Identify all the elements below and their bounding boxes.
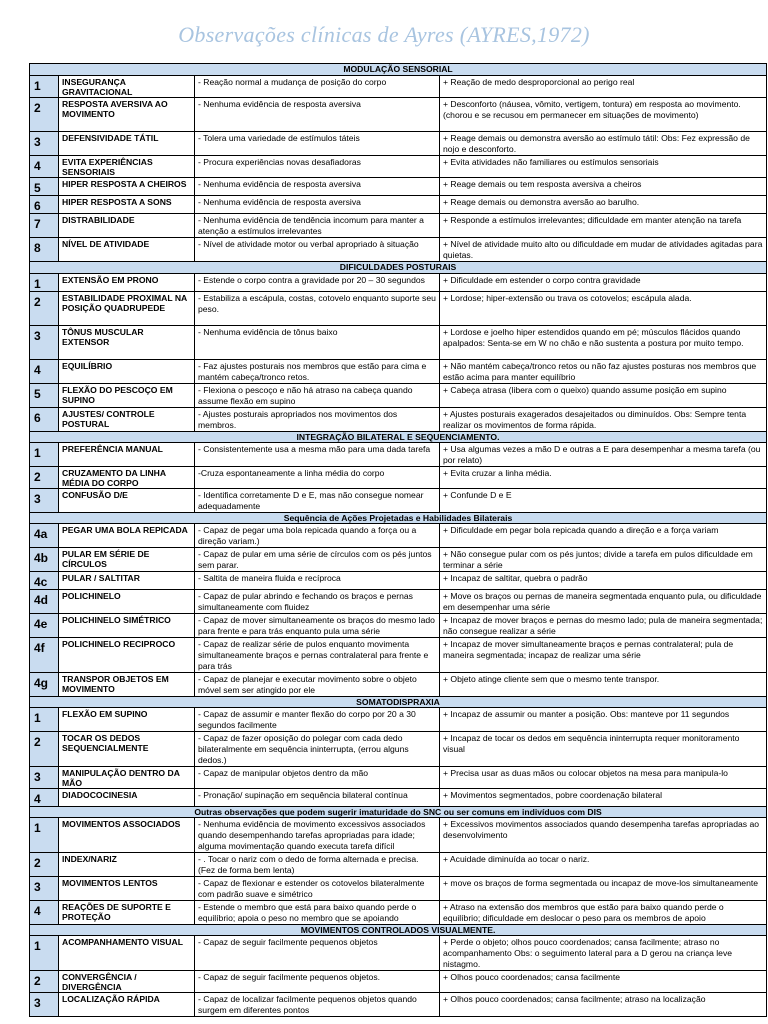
normal-response: - Procura experiências novas desafiadoras: [195, 156, 440, 178]
section-heading: Sequência de Ações Projetadas e Habilidades Bilaterais: [30, 513, 767, 524]
atypical-response: + Responde a estímulos irrelevantes; dificuldade em manter atenção na tarefa: [440, 214, 767, 238]
normal-response: - Nenhuma evidência de tônus baixo: [195, 326, 440, 360]
atypical-response: + Cabeça atrasa (libera com o queixo) quando assume posição em supino: [440, 384, 767, 408]
observation-name: EVITA EXPERIÊNCIAS SENSORIAIS: [59, 156, 195, 178]
observation-name: NÍVEL DE ATIVIDADE: [59, 238, 195, 262]
item-number: 3: [30, 767, 59, 789]
normal-response: - Tolera uma variedade de estímulos táteis: [195, 132, 440, 156]
table-row: [30, 877, 767, 901]
table-row: [30, 901, 767, 925]
observation-name: MANIPULAÇÃO DENTRO DA MÃO: [59, 767, 195, 789]
table-row: [30, 789, 767, 807]
item-number: 2: [30, 292, 59, 326]
normal-response: - Capaz de flexionar e estender os cotovelos bilateralmente com padrão suave e simétrico: [195, 877, 440, 901]
table-row: [30, 590, 767, 614]
atypical-response: + Objeto atinge cliente sem que o mesmo tente transpor.: [440, 673, 767, 697]
normal-response: - Capaz de fazer oposição do polegar com cada dedo bilateralmente em sequência ininterrupta, (errou alguns dedos.): [195, 732, 440, 767]
atypical-response: + Evita atividades não familiares ou estímulos sensoriais: [440, 156, 767, 178]
normal-response: - Pronação/ supinação em sequência bilateral contínua: [195, 789, 440, 807]
section-header-row: [30, 432, 767, 443]
table-row: [30, 673, 767, 697]
section-heading: MOVIMENTOS CONTROLADOS VISUALMENTE.: [30, 925, 767, 936]
table-row: [30, 489, 767, 513]
normal-response: - Capaz de assumir e manter flexão do corpo por 20 a 30 segundos facilmente: [195, 708, 440, 732]
table-row: [30, 196, 767, 214]
table-row: [30, 638, 767, 673]
table-row: [30, 214, 767, 238]
table-row: [30, 548, 767, 572]
normal-response: - Ajustes posturais apropriados nos movimentos dos membros.: [195, 408, 440, 432]
observation-name: REAÇÕES DE SUPORTE E PROTEÇÃO: [59, 901, 195, 925]
normal-response: - Capaz de localizar facilmente pequenos objetos quando surgem em diferentes pontos: [195, 993, 440, 1017]
observation-name: CRUZAMENTO DA LINHA MÉDIA DO CORPO: [59, 467, 195, 489]
atypical-response: + Olhos pouco coordenados; cansa facilmente: [440, 971, 767, 993]
section-header-row: [30, 262, 767, 274]
atypical-response: + Incapaz de saltitar, quebra o padrão: [440, 572, 767, 590]
observation-name: INDEX/NARIZ: [59, 853, 195, 877]
normal-response: - Nenhuma evidência de resposta aversiva: [195, 98, 440, 132]
atypical-response: + Lordose; hiper-extensão ou trava os cotovelos; escápula alada.: [440, 292, 767, 326]
atypical-response: + Reage demais ou tem resposta aversiva a cheiros: [440, 178, 767, 196]
normal-response: - Reação normal a mudança de posição do corpo: [195, 76, 440, 98]
normal-response: - Consistentemente usa a mesma mão para uma dada tarefa: [195, 443, 440, 467]
normal-response: - Estabiliza a escápula, costas, cotovelo enquanto suporte seu peso.: [195, 292, 440, 326]
atypical-response: + Não consegue pular com os pés juntos; divide a tarefa em pulos dificuldade em terminar a série: [440, 548, 767, 572]
table-row: [30, 732, 767, 767]
normal-response: - Capaz de seguir facilmente pequenos objetos.: [195, 971, 440, 993]
item-number: 3: [30, 326, 59, 360]
section-heading: SOMATODISPRAXIA: [30, 697, 767, 708]
table-row: [30, 156, 767, 178]
table-row: [30, 993, 767, 1017]
normal-response: - Nenhuma evidência de tendência incomum para manter a atenção a estímulos irrelevantes: [195, 214, 440, 238]
observation-name: POLICHINELO SIMÉTRICO: [59, 614, 195, 638]
item-number: 5: [30, 384, 59, 408]
table-row: [30, 971, 767, 993]
normal-response: - Nenhuma evidência de resposta aversiva: [195, 178, 440, 196]
normal-response: - Identifica corretamente D e E, mas não consegue nomear adequadamente: [195, 489, 440, 513]
observation-name: HIPER RESPOSTA A SONS: [59, 196, 195, 214]
item-number: 4g: [30, 673, 59, 697]
section-heading: INTEGRAÇÃO BILATERAL E SEQUENCIAMENTO.: [30, 432, 767, 443]
table-row: [30, 178, 767, 196]
item-number: 6: [30, 196, 59, 214]
normal-response: - Capaz de pular abrindo e fechando os braços e pernas simultaneamente com fluidez: [195, 590, 440, 614]
section-header-row: [30, 64, 767, 76]
table-row: [30, 132, 767, 156]
table-row: [30, 326, 767, 360]
section-heading: MODULAÇÃO SENSORIAL: [30, 64, 767, 76]
normal-response: - Capaz de planejar e executar movimento sobre o objeto móvel sem ser atingido por ele: [195, 673, 440, 697]
normal-response: - Estende o corpo contra a gravidade por 20 – 30 segundos: [195, 274, 440, 292]
normal-response: - Nenhuma evidência de movimento excessivos associados quando desempenhando tarefas apropriadas para idade; alguma movimentação quando executa tarefa difícil: [195, 818, 440, 853]
item-number: 4d: [30, 590, 59, 614]
atypical-response: + Usa algumas vezes a mão D e outras a E para desempenhar a mesma tarefa (ou por relato): [440, 443, 767, 467]
item-number: 1: [30, 76, 59, 98]
observation-name: POLICHINELO: [59, 590, 195, 614]
atypical-response: + Reação de medo desproporcional ao perigo real: [440, 76, 767, 98]
table-row: [30, 98, 767, 132]
observation-name: AJUSTES/ CONTROLE POSTURAL: [59, 408, 195, 432]
item-number: 2: [30, 732, 59, 767]
observation-name: ESTABILIDADE PROXIMAL NA POSIÇÃO QUADRUPEDE: [59, 292, 195, 326]
item-number: 3: [30, 489, 59, 513]
item-number: 2: [30, 853, 59, 877]
observation-name: DIADOCOCINESIA: [59, 789, 195, 807]
section-header-row: [30, 925, 767, 936]
observation-name: LOCALIZAÇÃO RÁPIDA: [59, 993, 195, 1017]
section-heading: DIFICULDADES POSTURAIS: [30, 262, 767, 274]
observation-name: PULAR EM SÉRIE DE CÍRCULOS: [59, 548, 195, 572]
table-row: [30, 76, 767, 98]
item-number: 4: [30, 360, 59, 384]
observation-name: POLICHINELO RECIPROCO: [59, 638, 195, 673]
observation-name: MOVIMENTOS ASSOCIADOS: [59, 818, 195, 853]
item-number: 4c: [30, 572, 59, 590]
observation-name: PULAR / SALTITAR: [59, 572, 195, 590]
atypical-response: + Excessivos movimentos associados quando desempenha tarefas apropriadas ao desenvolvimento: [440, 818, 767, 853]
observation-name: RESPOSTA AVERSIVA AO MOVIMENTO: [59, 98, 195, 132]
section-heading: Outras observações que podem sugerir imaturidade do SNC ou ser comuns em indivíduos com DIS: [30, 807, 767, 818]
observation-name: TRANSPOR OBJETOS EM MOVIMENTO: [59, 673, 195, 697]
item-number: 3: [30, 993, 59, 1017]
table-row: [30, 708, 767, 732]
item-number: 4: [30, 901, 59, 925]
atypical-response: + Acuidade diminuída ao tocar o nariz.: [440, 853, 767, 877]
table-row: [30, 467, 767, 489]
item-number: 5: [30, 178, 59, 196]
table-row: [30, 274, 767, 292]
table-row: [30, 936, 767, 971]
normal-response: - Capaz de pegar uma bola repicada quando a força ou a direção variam.): [195, 524, 440, 548]
item-number: 4b: [30, 548, 59, 572]
observation-name: PREFERÊNCIA MANUAL: [59, 443, 195, 467]
atypical-response: + Move os braços ou pernas de maneira segmentada enquanto pula, ou dificuldade em desempenhar uma série: [440, 590, 767, 614]
item-number: 4f: [30, 638, 59, 673]
table-row: [30, 238, 767, 262]
item-number: 4a: [30, 524, 59, 548]
table-row: [30, 384, 767, 408]
item-number: 4: [30, 156, 59, 178]
normal-response: - Capaz de mover simultaneamente os braços do mesmo lado para frente e para trás enquanto pula uma série: [195, 614, 440, 638]
section-header-row: [30, 807, 767, 818]
item-number: 7: [30, 214, 59, 238]
observation-name: FLEXÃO EM SUPINO: [59, 708, 195, 732]
table-row: [30, 853, 767, 877]
normal-response: - Saltita de maneira fluida e recíproca: [195, 572, 440, 590]
item-number: 1: [30, 936, 59, 971]
item-number: 2: [30, 98, 59, 132]
observation-name: DEFENSIVIDADE TÁTIL: [59, 132, 195, 156]
item-number: 4: [30, 789, 59, 807]
observation-name: CONVERGÊNCIA / DIVERGÊNCIA: [59, 971, 195, 993]
item-number: 1: [30, 708, 59, 732]
atypical-response: + Reage demais ou demonstra aversão ao barulho.: [440, 196, 767, 214]
atypical-response: + Movimentos segmentados, pobre coordenação bilateral: [440, 789, 767, 807]
normal-response: - Estende o membro que está para baixo quando perde o equilíbrio; apoia o peso no membro que se apoiando: [195, 901, 440, 925]
observations-table: [29, 63, 767, 1017]
atypical-response: + Ajustes posturais exagerados desajeitados ou diminuídos. Obs: Sempre tenta realizar os movimentos de forma rápida.: [440, 408, 767, 432]
observation-name: INSEGURANÇA GRAVITACIONAL: [59, 76, 195, 98]
section-header-row: [30, 697, 767, 708]
observation-name: DISTRABILIDADE: [59, 214, 195, 238]
observation-name: HIPER RESPOSTA A CHEIROS: [59, 178, 195, 196]
table-row: [30, 443, 767, 467]
atypical-response: + move os braços de forma segmentada ou incapaz de move-los simultaneamente: [440, 877, 767, 901]
atypical-response: + Evita cruzar a linha média.: [440, 467, 767, 489]
table-row: [30, 292, 767, 326]
observation-name: ACOMPANHAMENTO VISUAL: [59, 936, 195, 971]
item-number: 4e: [30, 614, 59, 638]
observation-name: PEGAR UMA BOLA REPICADA: [59, 524, 195, 548]
observation-name: CONFUSÃO D/E: [59, 489, 195, 513]
observation-name: FLEXÃO DO PESCOÇO EM SUPINO: [59, 384, 195, 408]
normal-response: - . Tocar o nariz com o dedo de forma alternada e precisa. (Fez de forma bem lenta): [195, 853, 440, 877]
atypical-response: + Incapaz de tocar os dedos em sequência ininterrupta requer monitoramento visual: [440, 732, 767, 767]
atypical-response: + Olhos pouco coordenados; cansa facilmente; atraso na localização: [440, 993, 767, 1017]
atypical-response: + Incapaz de mover simultaneamente braços e pernas contralateral; pula de maneira segmentada; incapaz de realizar uma série: [440, 638, 767, 673]
observation-name: EQUILÍBRIO: [59, 360, 195, 384]
section-header-row: [30, 513, 767, 524]
table-row: [30, 360, 767, 384]
atypical-response: + Confunde D e E: [440, 489, 767, 513]
observation-name: TÔNUS MUSCULAR EXTENSOR: [59, 326, 195, 360]
page-title: Observações clínicas de Ayres (AYRES,1972): [178, 22, 590, 47]
table-row: [30, 614, 767, 638]
table-row: [30, 818, 767, 853]
atypical-response: + Precisa usar as duas mãos ou colocar objetos na mesa para manipula-lo: [440, 767, 767, 789]
item-number: 6: [30, 408, 59, 432]
atypical-response: + Lordose e joelho hiper estendidos quando em pé; músculos flácidos quando apalpados: Senta-se em W no chão e não sustenta a postura por muito tempo.: [440, 326, 767, 360]
atypical-response: + Incapaz de assumir ou manter a posição. Obs: manteve por 11 segundos: [440, 708, 767, 732]
normal-response: -Cruza espontaneamente a linha média do corpo: [195, 467, 440, 489]
atypical-response: + Atraso na extensão dos membros que estão para baixo quando perde o equilíbrio; dificuldade em deslocar o peso para os membros de apoio: [440, 901, 767, 925]
atypical-response: + Dificuldade em estender o corpo contra gravidade: [440, 274, 767, 292]
normal-response: - Flexiona o pescoço e não há atraso na cabeça quando assume flexão em supino: [195, 384, 440, 408]
observation-name: EXTENSÃO EM PRONO: [59, 274, 195, 292]
normal-response: - Capaz de seguir facilmente pequenos objetos: [195, 936, 440, 971]
atypical-response: + Perde o objeto; olhos pouco coordenados; cansa facilmente; atraso no acompanhamento Obs: o seguimento lateral para a D gerou na criança leve nistagmo.: [440, 936, 767, 971]
normal-response: - Capaz de pular em uma série de círculos com os pés juntos sem parar.: [195, 548, 440, 572]
table-row: [30, 572, 767, 590]
item-number: 1: [30, 274, 59, 292]
item-number: 8: [30, 238, 59, 262]
atypical-response: + Nível de atividade muito alto ou dificuldade em mudar de atividades agitadas para quietas.: [440, 238, 767, 262]
table-row: [30, 524, 767, 548]
atypical-response: + Reage demais ou demonstra aversão ao estímulo tátil: Obs: Fez expressão de nojo e desconforto.: [440, 132, 767, 156]
atypical-response: + Incapaz de mover braços e pernas do mesmo lado; pula de maneira segmentada; não consegue realizar a série: [440, 614, 767, 638]
atypical-response: + Desconforto (náusea, vômito, vertigem, tontura) em resposta ao movimento. (chorou e se recusou em permanecer em situações de movimento): [440, 98, 767, 132]
table-row: [30, 408, 767, 432]
normal-response: - Capaz de manipular objetos dentro da mão: [195, 767, 440, 789]
item-number: 1: [30, 818, 59, 853]
observation-name: MOVIMENTOS LENTOS: [59, 877, 195, 901]
normal-response: - Nenhuma evidência de resposta aversiva: [195, 196, 440, 214]
observation-name: TOCAR OS DEDOS SEQUENCIALMENTE: [59, 732, 195, 767]
atypical-response: + Não mantém cabeça/tronco retos ou não faz ajustes posturas nos membros que estão acima para manter equilíbrio: [440, 360, 767, 384]
item-number: 3: [30, 132, 59, 156]
normal-response: - Nível de atividade motor ou verbal apropriado à situação: [195, 238, 440, 262]
item-number: 1: [30, 443, 59, 467]
normal-response: - Capaz de realizar série de pulos enquanto movimenta simultaneamente braços e pernas contralateral para frente e para trás: [195, 638, 440, 673]
item-number: 2: [30, 467, 59, 489]
item-number: 2: [30, 971, 59, 993]
normal-response: - Faz ajustes posturais nos membros que estão para cima e mantém cabeça/tronco retos.: [195, 360, 440, 384]
atypical-response: + Dificuldade em pegar bola repicada quando a direção e a força variam: [440, 524, 767, 548]
item-number: 3: [30, 877, 59, 901]
table-row: [30, 767, 767, 789]
